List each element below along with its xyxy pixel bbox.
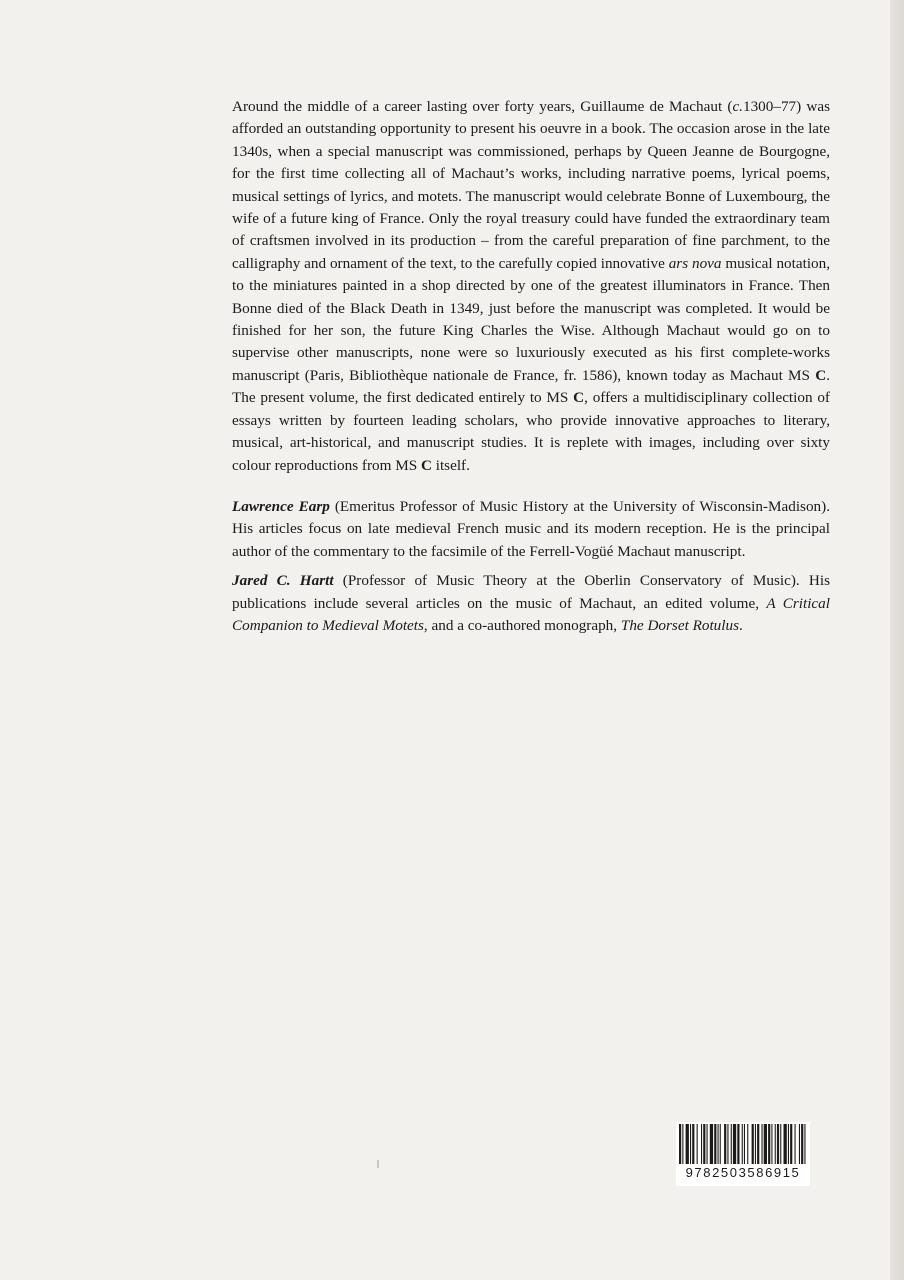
barcode-bar [724,1124,726,1166]
author-name-earp: Lawrence Earp [232,497,330,515]
barcode-bar [790,1124,792,1166]
barcode-bar [686,1124,689,1166]
barcode-bar [768,1124,770,1166]
barcode-bar [742,1124,743,1166]
isbn-digits: 9782503586915 [676,1164,810,1182]
barcode-bar [714,1124,716,1166]
barcode-bar [780,1124,781,1166]
barcode-bar [744,1124,745,1166]
author-bio-earp: Lawrence Earp (Emeritus Professor of Music History at the University of Wisconsin-Madison). His articles focus on late medieval French music and its modern reception. He is the principal author of the commentary to the facsimile of the Ferrell-Vogüé Machaut manuscript. [232,497,830,560]
barcode-bar [762,1124,763,1166]
barcode-bar [788,1124,789,1166]
barcode-bar [692,1124,694,1166]
author-bio-hartt: Jared C. Hartt (Professor of Music Theory at the Oberlin Conservatory of Music). His publications include several articles on the music of Machaut, an edited volume, A Critical Companion to Medieval Motets, and a co-authored monograph, The Dorset Rotulus. [232,572,830,634]
barcode-bar [701,1124,702,1166]
barcode-bar [727,1124,728,1166]
barcode-bar [777,1124,779,1166]
barcode-bar [747,1124,748,1166]
barcode-bar [703,1124,705,1166]
barcode-bar [731,1124,732,1166]
barcode-bar [752,1124,754,1166]
barcode-bar [733,1124,736,1166]
text-block [232,96,830,637]
barcode-bar [707,1124,708,1166]
barcode-bar [784,1124,787,1166]
cover-edge [890,0,904,1280]
author-name-hartt: Jared C. Hartt [232,572,334,590]
barcode-bar [690,1124,691,1166]
barcode-bar [757,1124,759,1166]
barcode-bar [795,1124,796,1166]
book-title-rotulus: The Dorset Rotulus [620,616,740,634]
barcode-bar [764,1124,767,1166]
barcode-bar [799,1124,800,1166]
barcode-bar [775,1124,776,1166]
barcode-bar [682,1124,683,1166]
barcode-bar [679,1124,681,1166]
barcode-bar [720,1124,721,1166]
paper-speck [377,1160,379,1168]
barcode-bar [804,1124,805,1166]
barcode-bar [755,1124,756,1166]
isbn-barcode [676,1122,810,1186]
barcode-bar [801,1124,803,1166]
barcode-bar [771,1124,772,1166]
barcode-bar [737,1124,739,1166]
barcode-bar [697,1124,698,1166]
book-blurb: Around the middle of a career lasting over forty years, Guillaume de Machaut (c.1300–77) was afforded an outstanding opportunity to present his oeuvre in a book. The occasion arose in the late 1340s, when a special manuscript was commissioned, perhaps by Queen Jeanne de Bourgogne, for the first time collecting all of Machaut’s works, including narrative poems, lyrical poems, musical settings of lyrics, and motets. The manuscript would celebrate Bonne of Luxembourg, the wife of a future king of France. Only the royal treasury could have funded the extraordinary team of craftsmen involved in its production – from the careful preparation of fine parchment, to the calligraphy and ornament of the text, to the carefully copied innovative ars nova musical notation, to the miniatures painted in a shop directed by one of the greatest illuminators in France. Then Bonne died of the Black Death in 1349, just before the manuscript was completed. It would be finished for her son, the future King Charles the Wise. Although Machaut would go on to supervise other manuscripts, none were so luxuriously executed as his first complete-works manuscript (Paris, Bibliothèque nationale de France, fr. 1586), known today as Machaut MS C. The present volume, the first dedicated entirely to MS C, offers a multidisciplinary collection of essays written by fourteen leading scholars, who provide innovative approaches to literary, musical, art-historical, and manuscript studies. It is replete with images, including over sixty colour reproductions from MS C itself. [232,98,831,474]
barcode-bar [710,1124,713,1166]
book-title-motets: A Critical Companion to Medieval Motets [232,594,830,634]
barcode-bar [718,1124,719,1166]
